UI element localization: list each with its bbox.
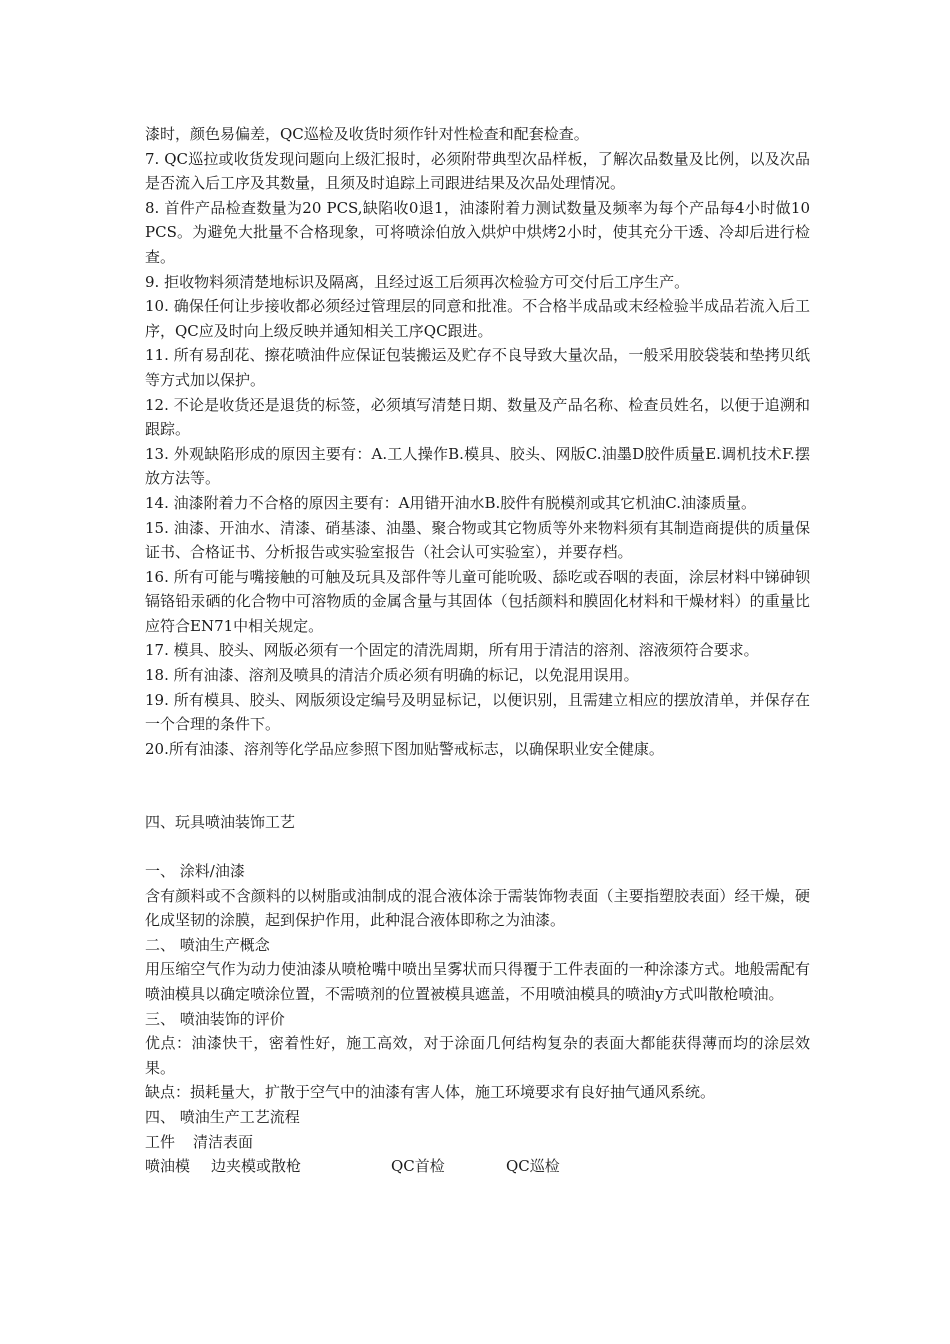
rule-item: 11. 所有易刮花、擦花喷油件应保证包装搬运及贮存不良导致大量次品，一般采用胶袋装和垫拷贝纸等方式加以保护。 bbox=[145, 346, 810, 389]
rule-item: 18. 所有油漆、溶剂及喷具的清洁介质必须有明确的标记，以免混用误用。 bbox=[145, 666, 639, 685]
section-title: 四、玩具喷油装饰工艺 bbox=[145, 813, 296, 832]
rule-item: 14. 油漆附着力不合格的原因主要有：A用错开油水B.胶件有脱模剂或其它机油C.油漆质量。 bbox=[145, 493, 756, 512]
flow-step: 喷油模 bbox=[145, 1157, 191, 1176]
subsection-heading: 四、 喷油生产工艺流程 bbox=[145, 1107, 300, 1126]
subsection-heading: 一、 涂料/油漆 bbox=[145, 862, 245, 881]
flow-step: QC首检 bbox=[391, 1157, 445, 1176]
rule-item: 19. 所有模具、胶头、网版须设定编号及明显标记，以便识别，且需建立相应的摆放清单，并保存在一个合理的条件下。 bbox=[145, 690, 810, 734]
rule-item: 12. 不论是收货还是退货的标签，必须填写清楚日期、数量及产品名称、检查员姓名，以便于追溯和跟踪。 bbox=[145, 395, 810, 439]
process-flow-row bbox=[145, 1154, 810, 1179]
subsection-paragraph: 优点：油漆快干，密着性好，施工高效，对于涂面几何结构复杂的表面大都能获得薄而均的涂层效果。 bbox=[145, 1034, 810, 1077]
flow-step: 工件 bbox=[145, 1132, 176, 1151]
rule-item: 8. 首件产品检查数量为20 PCS,缺陷收0退1，油漆附着力测试数量及频率为每个产品每4小时做10 PCS。为避免大批量不合格现象，可将喷涂伯放入烘炉中烘烤2小时，使其充分干透、冷却后进行检查。 bbox=[145, 198, 810, 266]
rules-list bbox=[145, 122, 810, 761]
subsection-heading: 二、 喷油生产概念 bbox=[145, 935, 270, 954]
rule-item: 7. QC巡拉或收货发现问题向上级汇报时，必须附带典型次品样板，了解次品数量及比例，以及次品是否流入后工序及其数量，且须及时追踪上司跟进结果及次品处理情况。 bbox=[145, 149, 810, 193]
flow-step: QC巡检 bbox=[506, 1157, 560, 1176]
rule-item: 16. 所有可能与嘴接触的可触及玩具及部件等儿童可能吮吸、舔吃或吞咽的表面，涂层材料中锑砷钡镉铬铅汞硒的化合物中可溶物质的金属含量与其固体（包括颜料和膜固化材料和干燥材料）的重量比应符合EN71中相关规定。 bbox=[145, 567, 810, 635]
rule-item: 10. 确保任何让步接收都必须经过管理层的同意和批准。不合格半成品或末经检验半成品若流入后工序，QC应及时向上级反映并通知相关工序QC跟进。 bbox=[145, 297, 810, 340]
subsection-paragraph: 用压缩空气作为动力使油漆从喷枪嘴中喷出呈雾状而只得覆于工件表面的一种涂漆方式。地般需配有喷油模具以确定喷涂位置，不需喷剂的位置被模具遮盖，不用喷油模具的喷油y方式叫散枪喷油。 bbox=[145, 960, 810, 1003]
rule-item: 漆时，颜色易偏差，QC巡检及收货时须作针对性检查和配套检查。 bbox=[145, 125, 589, 143]
subsection-paragraph: 含有颜料或不含颜料的以树脂或油制成的混合液体涂于需装饰物表面（主要指塑胶表面）经干燥，硬化成坚韧的涂膜，起到保护作用，此种混合液体即称之为油漆。 bbox=[145, 886, 810, 930]
rule-item: 17. 模具、胶头、网版必须有一个固定的清洗周期，所有用于清洁的溶剂、溶液须符合要求。 bbox=[145, 641, 759, 660]
subsection-paragraph: 缺点：损耗量大，扩散于空气中的油漆有害人体，施工环境要求有良好抽气通风系统。 bbox=[145, 1083, 716, 1102]
process-flow-row bbox=[145, 1130, 810, 1155]
rule-item: 13. 外观缺陷形成的原因主要有：A.工人操作B.模具、胶头、网版C.油墨D胶件质量E.调机技术F.摆放方法等。 bbox=[145, 444, 810, 488]
document-page bbox=[145, 122, 810, 1179]
rule-item: 20.所有油漆、溶剂等化学品应参照下图加贴警戒标志，以确保职业安全健康。 bbox=[145, 739, 664, 758]
flow-step: 边夹模或散枪 bbox=[211, 1157, 302, 1176]
rule-item: 9. 拒收物料须清楚地标识及隔离，且经过返工后须再次检验方可交付后工序生产。 bbox=[145, 272, 690, 291]
flow-step: 清洁表面 bbox=[193, 1132, 254, 1151]
rule-item: 15. 油漆、开油水、清漆、硝基漆、油墨、聚合物或其它物质等外来物料须有其制造商提供的质量保证书、合格证书、分析报告或实验室报告（社会认可实验室），并要存档。 bbox=[145, 518, 810, 562]
subsection-heading: 三、 喷油装饰的评价 bbox=[145, 1009, 285, 1028]
